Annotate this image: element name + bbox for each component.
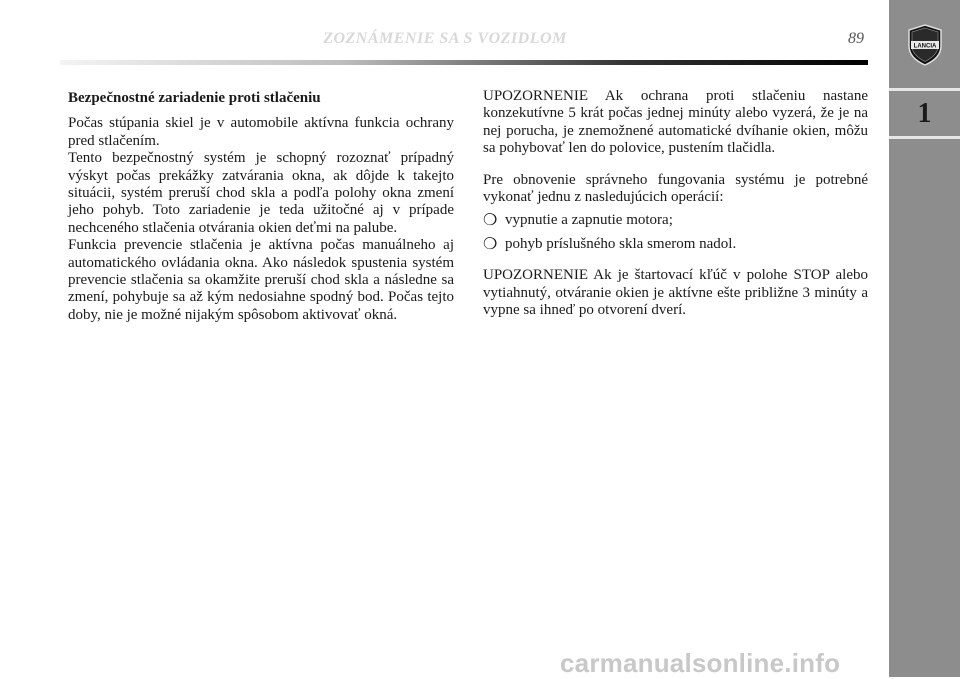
- restore-intro: Pre obnovenie správneho fungovania systému je potrebné vykonať jednu z nasledujúcich operácií:: [483, 171, 868, 206]
- header-rule: [60, 60, 868, 65]
- list-item-text: pohyb príslušného skla smerom nadol.: [505, 235, 737, 252]
- watermark: carmanualsonline.info: [560, 648, 841, 678]
- warning-note: UPOZORNENIE Ak ochrana proti stlačeniu nastane konzekutívne 5 krát počas jednej minúty alebo vyzerá, že je na nej porucha, je znemožnené automatické dvíhanie okien, môžu sa pohybovať len do polovice, pustením tlačidla.: [483, 88, 868, 157]
- list-item: [483, 236, 868, 253]
- sidebar-separator: [889, 136, 960, 139]
- paragraph: Funkcia prevencie stlačenia je aktívna počas manuálneho aj automatického ovládania okna. Ako následok spustenia systém prevencie stlačenia sa okamžite preruší chod skla a následne sa zmení, pohybuje sa až kým nedosiahne spodný bod. Počas tejto doby, nie je možné nijakým spôsobom aktivovať okná.: [68, 237, 454, 323]
- list-item: [483, 212, 868, 229]
- list-item-text: vypnutie a zapnutie motora;: [505, 212, 673, 229]
- left-column: [68, 88, 454, 324]
- warning-note: UPOZORNENIE Ak je štartovací kľúč v polohe STOP alebo vytiahnutý, otváranie okien je aktívne ešte približne 3 minúty a vypne sa ihneď po otvorení dverí.: [483, 267, 868, 319]
- chapter-number: 1: [917, 98, 932, 129]
- sidebar-separator: [889, 88, 960, 91]
- paragraph: Tento bezpečnostný systém je schopný rozoznať prípadný výskyt počas prekážky zatvárania okna, ak dôjde k takejto situácii, systém preruší chod skla a podľa polohy okna zmení jeho pohyb. Toto zariadenie je teda užitočné aj v prípade nechceného stlačenia otvárania okien deťmi na palube.: [68, 150, 454, 236]
- chapter-sidebar: [889, 0, 960, 677]
- page-number: 89: [848, 30, 864, 47]
- lancia-shield-icon: [907, 24, 943, 66]
- paragraph: Počas stúpania skiel je v automobile aktívna funkcia ochrany pred stlačením.: [68, 115, 454, 149]
- logo-text: LANCIA: [913, 43, 937, 50]
- bullet-circle-icon: ❍: [483, 235, 498, 253]
- header-title: ZOZNÁMENIE SA S VOZIDLOM: [323, 30, 567, 47]
- right-column: [483, 88, 868, 319]
- bullet-circle-icon: ❍: [483, 212, 498, 230]
- section-heading: Bezpečnostné zariadenie proti stlačeniu: [68, 90, 321, 106]
